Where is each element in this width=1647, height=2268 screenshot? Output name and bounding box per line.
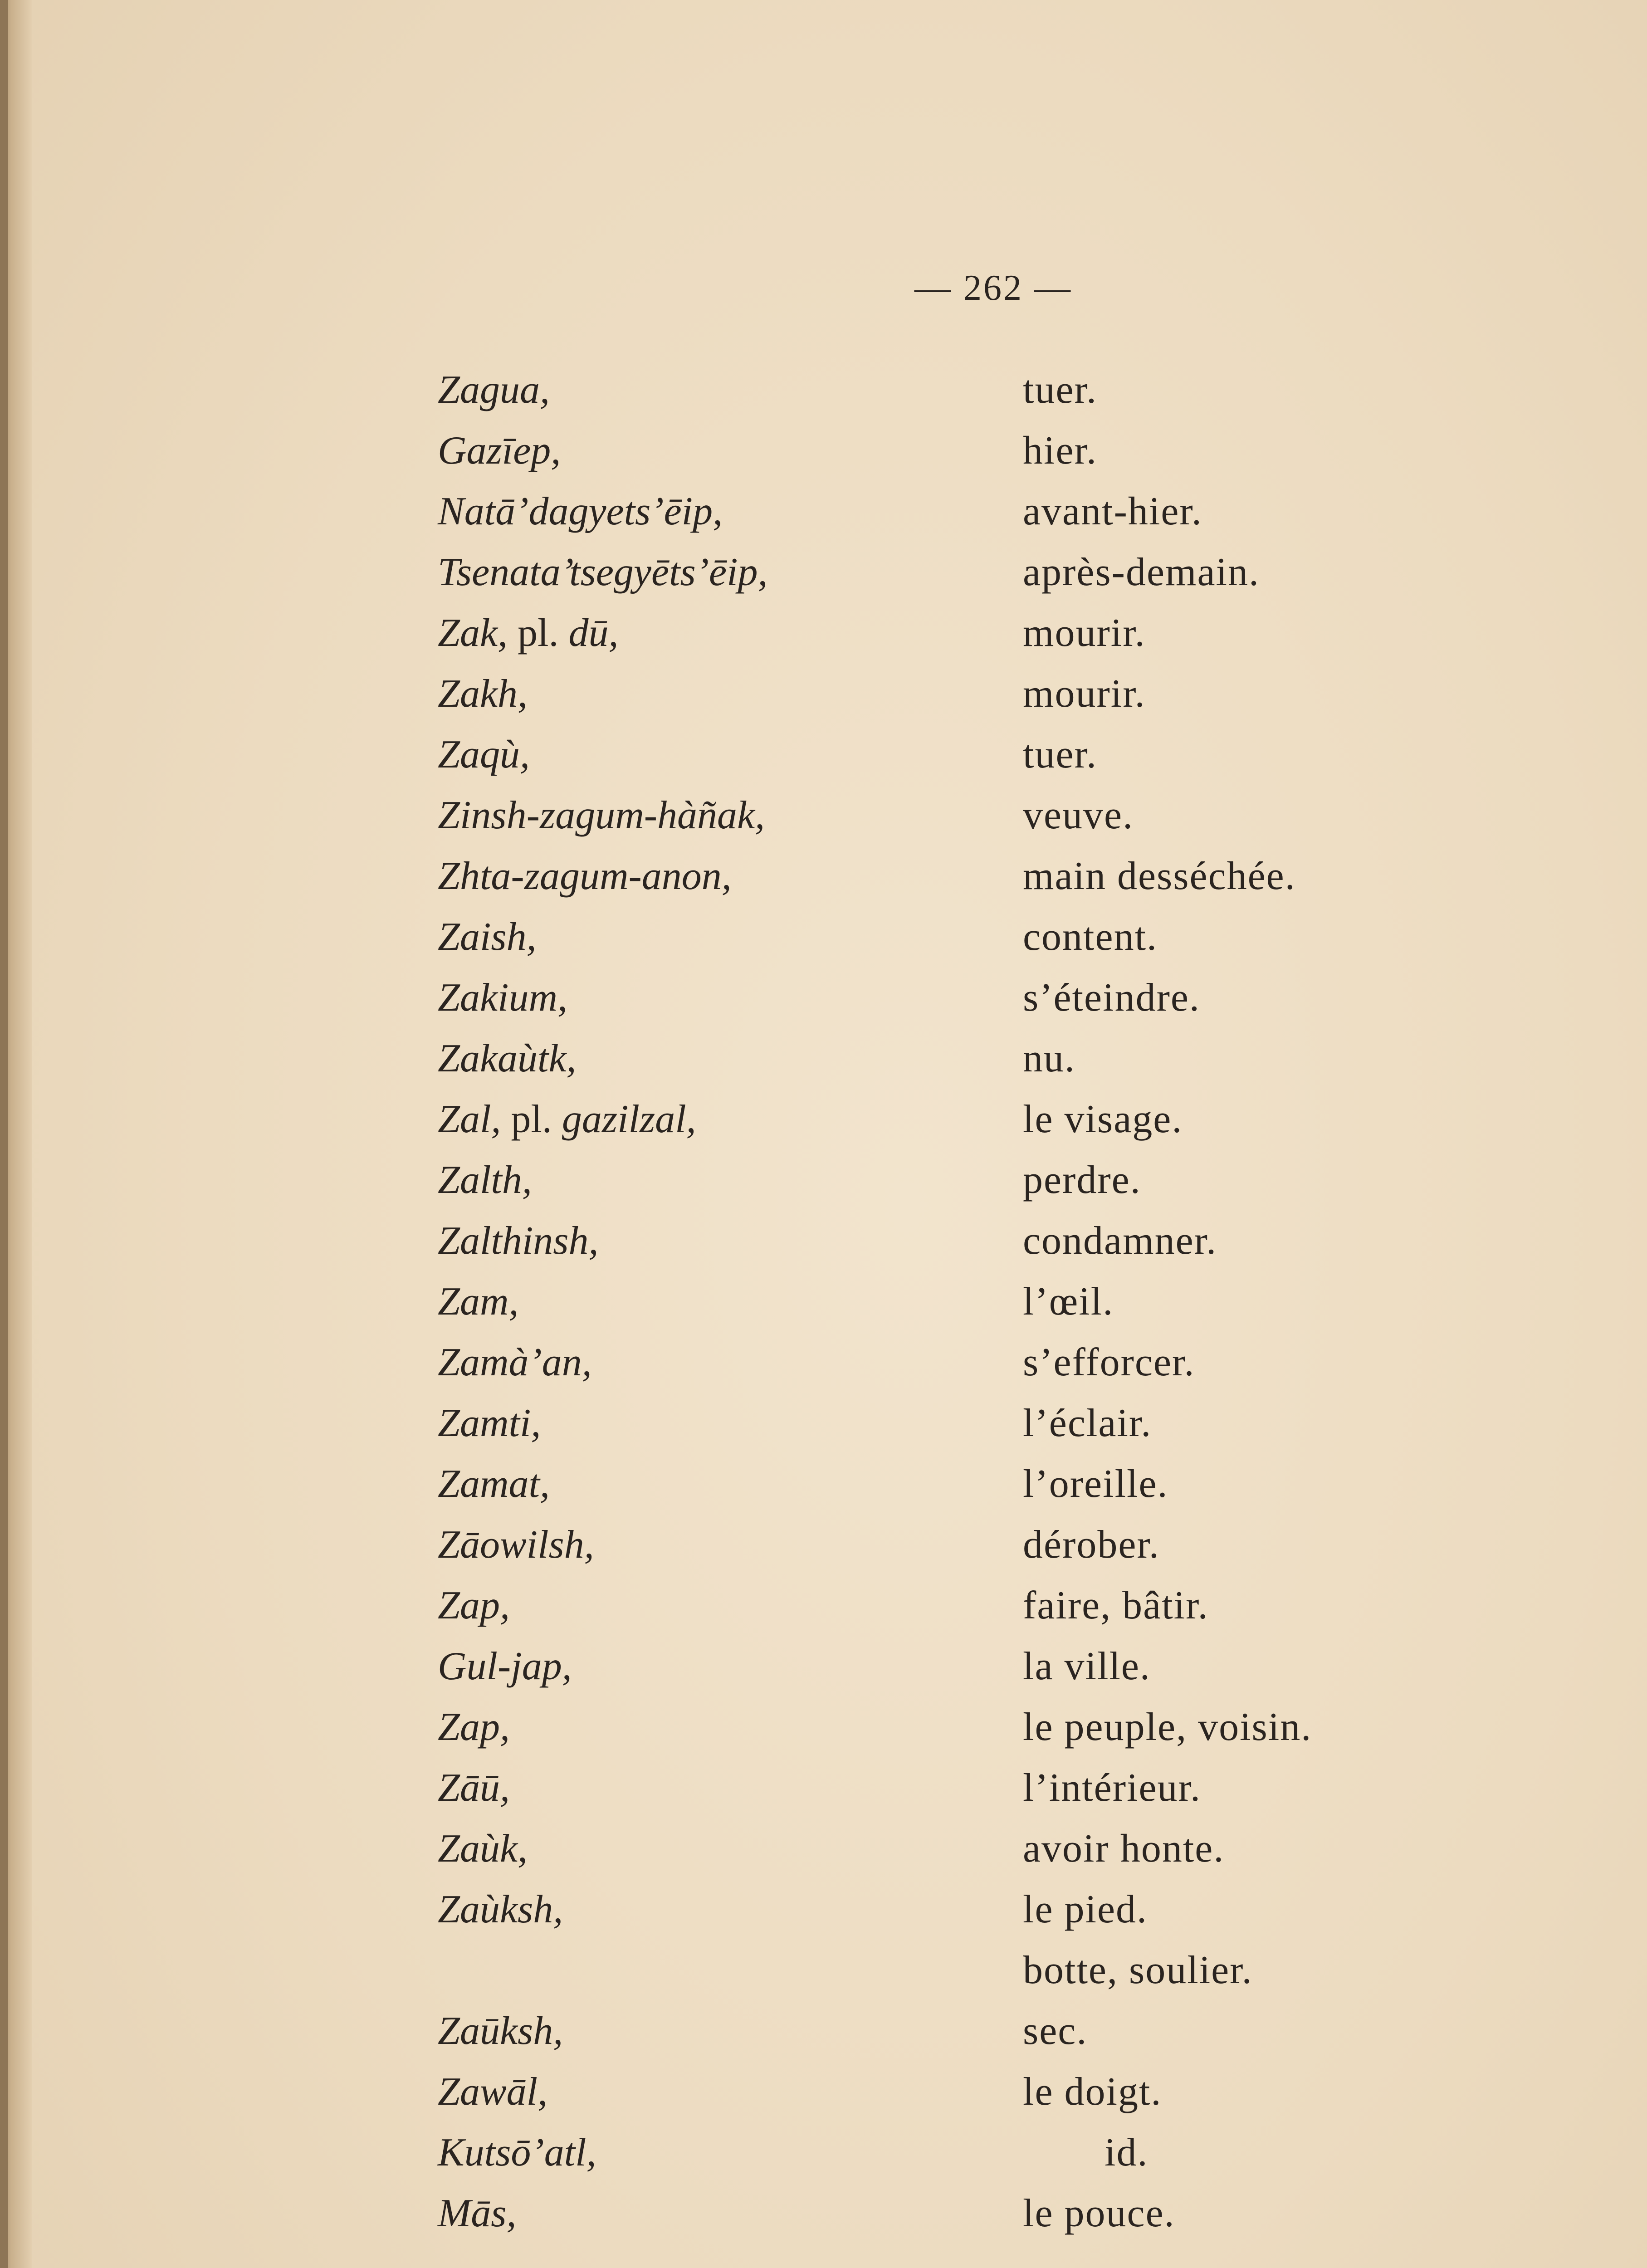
entry-gloss: mourir.	[1023, 611, 1146, 655]
entry-term: Zamà’an,	[438, 1340, 592, 1384]
entry-gloss: avoir honte.	[1023, 1827, 1225, 1871]
entry-gloss: l’éclair.	[1023, 1401, 1152, 1445]
entry-gloss: id.	[1105, 2131, 1149, 2175]
entry-term: Zamat,	[438, 1462, 550, 1506]
entry-term: Zaish,	[438, 915, 537, 959]
entry-gloss: le pied.	[1023, 1887, 1148, 1931]
entry-term: Zalthinsh,	[438, 1219, 599, 1263]
entry-term-main: Zal,	[438, 1097, 501, 1141]
entry-term-main: Zak,	[438, 611, 508, 655]
entry-gloss: tuer.	[1023, 368, 1097, 412]
entry-term: Zawāl,	[438, 2070, 548, 2114]
entry-term: Zinsh-zagum-hàñak,	[438, 793, 765, 837]
entry-gloss: le visage.	[1023, 1097, 1183, 1141]
entry-term: Zagua,	[438, 368, 550, 412]
entry-gloss: sec.	[1023, 2009, 1088, 2053]
entry-gloss: après-demain.	[1023, 550, 1260, 594]
entry-term: Zakaùtk,	[438, 1036, 577, 1080]
entry-gloss: la ville.	[1023, 1644, 1151, 1688]
entry-term-plural: dū,	[568, 611, 619, 655]
entry-gloss: avant-hier.	[1023, 489, 1202, 533]
entry-term: Zāowilsh,	[438, 1523, 594, 1567]
entry-gloss: le pouce.	[1023, 2191, 1175, 2235]
entry-term: Gul-jap,	[438, 1644, 572, 1688]
entry-gloss: main desséchée.	[1023, 854, 1296, 898]
page-number: — 262 —	[914, 268, 1072, 308]
entry-term: Mās,	[438, 2191, 517, 2235]
entry-term-pl: pl.	[508, 611, 569, 655]
entry-term: Kutsō’atl,	[438, 2131, 596, 2175]
entry-gloss: le doigt.	[1023, 2070, 1162, 2114]
entry-gloss: faire, bâtir.	[1023, 1584, 1209, 1628]
entry-term: Zakh,	[438, 672, 528, 716]
entry-gloss: tuer.	[1023, 733, 1097, 777]
entry-gloss: s’efforcer.	[1023, 1340, 1195, 1384]
entry-gloss: le peuple, voisin.	[1023, 1705, 1312, 1749]
entry-gloss: veuve.	[1023, 793, 1134, 837]
entry-gloss: mourir.	[1023, 672, 1146, 716]
entry-term: Gazīep,	[438, 429, 561, 473]
entry-gloss: content.	[1023, 915, 1158, 959]
entry-gloss: dérober.	[1023, 1523, 1160, 1567]
spine-edge	[0, 0, 8, 2268]
entry-gloss: s’éteindre.	[1023, 976, 1200, 1020]
entry-term	[438, 606, 618, 660]
entry-term: Zaùk,	[438, 1827, 528, 1871]
entry-term: Zalth,	[438, 1158, 532, 1202]
entry-term: Zāū,	[438, 1766, 510, 1810]
entry-term-pl: pl.	[501, 1097, 562, 1141]
entry-gloss: l’oreille.	[1023, 1462, 1168, 1506]
entry-term	[438, 1092, 696, 1147]
entry-term: Zhta-zagum-anon,	[438, 854, 732, 898]
entry-gloss: l’intérieur.	[1023, 1766, 1201, 1810]
entry-gloss: hier.	[1023, 429, 1097, 473]
entry-term: Zap,	[438, 1584, 510, 1628]
entry-gloss: condamner.	[1023, 1219, 1217, 1263]
entry-term: Zamti,	[438, 1401, 541, 1445]
entry-term-plural: gazilzal,	[562, 1097, 696, 1141]
entry-term: Zakium,	[438, 976, 567, 1020]
entry-term: Zam,	[438, 1280, 519, 1324]
entry-term: Zaqù,	[438, 733, 530, 777]
entry-gloss: perdre.	[1023, 1158, 1141, 1202]
entry-gloss: l’œil.	[1023, 1280, 1114, 1324]
entry-gloss: nu.	[1023, 1036, 1075, 1080]
entry-term: Tsenata’tsegyēts’ēip,	[438, 550, 768, 594]
entry-term: Zap,	[438, 1705, 510, 1749]
entry-term: Natā’dagyets’ēip,	[438, 489, 723, 533]
entry-term: Zaùksh,	[438, 1887, 563, 1931]
entry-gloss: botte, soulier.	[1023, 1948, 1253, 1992]
entry-term: Zaūksh,	[438, 2009, 563, 2053]
